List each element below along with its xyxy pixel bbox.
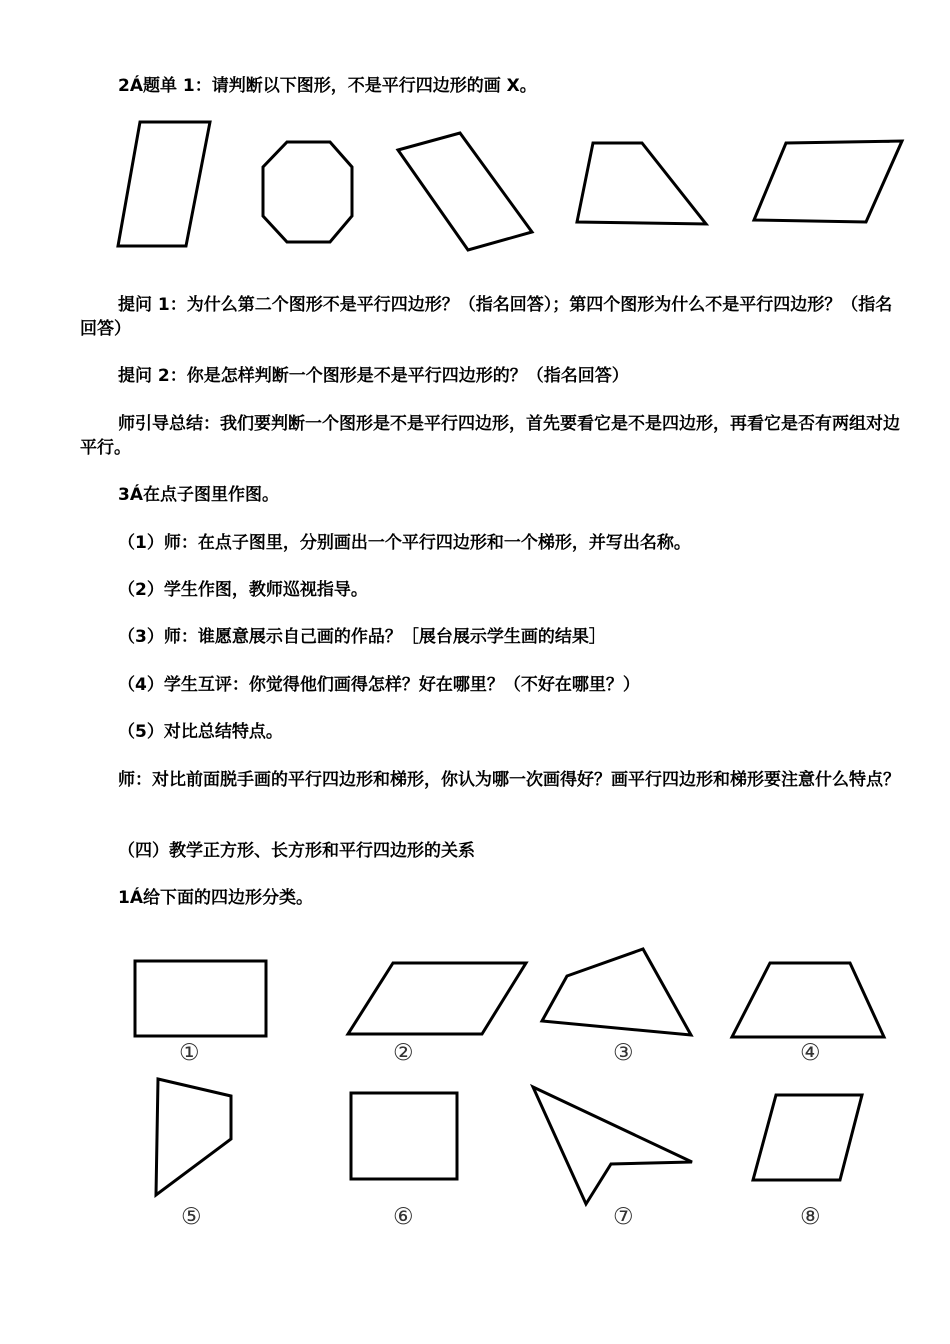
- classify-heading: 1Á给下面的四边形分类。: [118, 888, 313, 908]
- label-8: ⑧: [800, 1204, 821, 1230]
- quad-2-parallelogram: [348, 963, 526, 1034]
- step-2: （2）学生作图，教师巡视指导。: [118, 580, 368, 600]
- step-4: （4）学生互评：你觉得他们画得怎样？好在哪里？（不好在哪里？）: [118, 675, 640, 695]
- question-2: 提问 2：你是怎样判断一个图形是不是平行四边形的？（指名回答）: [118, 366, 629, 386]
- quad-8-parallelogram: [753, 1095, 862, 1180]
- label-4: ④: [800, 1040, 821, 1066]
- quad-3-irregular: [542, 949, 691, 1035]
- quad-5-right-trapezoid: [156, 1079, 231, 1195]
- label-1: ①: [179, 1040, 200, 1066]
- section-4-heading: （四）教学正方形、长方形和平行四边形的关系: [118, 841, 475, 861]
- quad-4-trapezoid: [732, 963, 884, 1037]
- teacher-summary: 师引导总结：我们要判断一个图形是不是平行四边形，首先要看它是不是四边形，再看它是否有两组对边平行。: [80, 414, 900, 458]
- step-3: （3）师：谁愿意展示自己画的作品？［展台展示学生画的结果］: [118, 627, 606, 647]
- label-5: ⑤: [181, 1204, 202, 1230]
- quad-6-square: [351, 1093, 457, 1179]
- teacher-question: 师：对比前面脱手画的平行四边形和梯形，你认为哪一次画得好？画平行四边形和梯形要注意什么特点？: [118, 770, 900, 790]
- step-1: （1）师：在点子图里，分别画出一个平行四边形和一个梯形，并写出名称。: [118, 533, 691, 553]
- label-7: ⑦: [613, 1204, 634, 1230]
- quad-1-rectangle: [135, 961, 266, 1036]
- question-1: 提问 1：为什么第二个图形不是平行四边形？（指名回答）；第四个图形为什么不是平行四边形？（指名回答）: [80, 295, 893, 339]
- quad-7-concave: [533, 1087, 692, 1204]
- label-3: ③: [613, 1040, 634, 1066]
- label-2: ②: [393, 1040, 414, 1066]
- section-3-heading: 3Á在点子图里作图。: [118, 485, 279, 505]
- label-6: ⑥: [393, 1204, 414, 1230]
- step-5: （5）对比总结特点。: [118, 722, 283, 742]
- worksheet-heading: 2Á题单 1：请判断以下图形，不是平行四边形的画 X。: [118, 76, 537, 96]
